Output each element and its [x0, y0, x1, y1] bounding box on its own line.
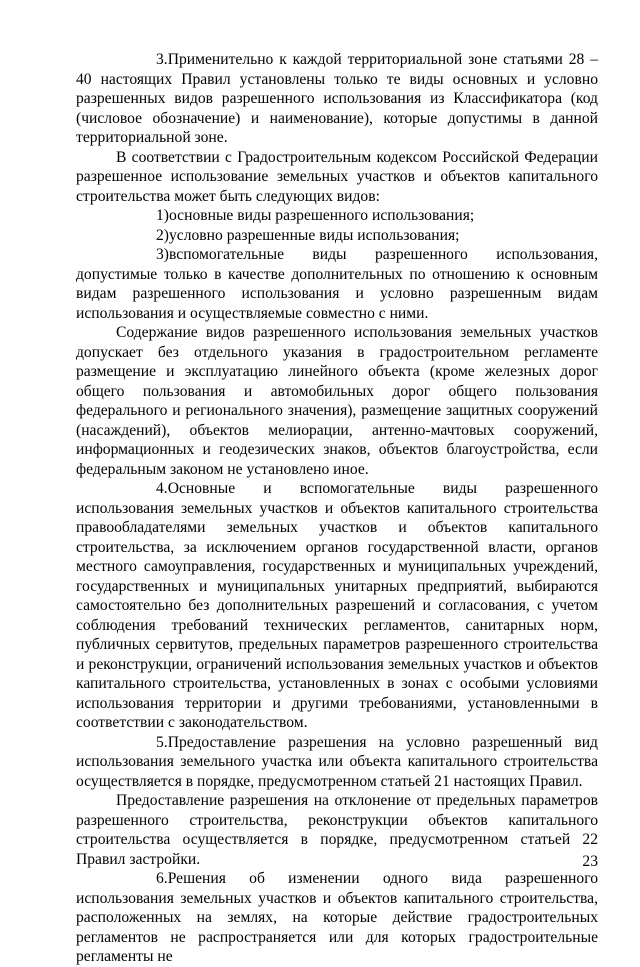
list-item-3: 3)вспомогательные виды разрешенного использования, допустимые только в качестве дополнительных по отношению к основным видам разрешенного использования и условно разрешенным видам использования и осуществляемые совместно с ними. — [76, 246, 598, 322]
list-item-1: 1)основные виды разрешенного использования; — [156, 207, 475, 224]
page-number: 23 — [582, 853, 598, 870]
paragraph-deviation: Предоставление разрешения на отклонение от предельных параметров разрешенного строительства, реконструкции объектов капитального строительства осуществляется в порядке, предусмотренном статьей 22 Правил застройки. — [76, 792, 598, 868]
list-item-2: 2)условно разрешенные виды использования; — [156, 226, 460, 244]
paragraph-4: 4.Основные и вспомогательные виды разрешенного использования земельных участков и объектов капитального строительства правообладателями земельных участков и объектов капитального строительства, за исключением органов государственной власти, органов местного самоуправления, государственных и муниципальных учреждений, государственных и муниципальных унитарных предприятий, выбираются самостоятельно без дополнительных разрешений и согласования, с учетом соблюдения требований технических регламентов, санитарных норм, публичных сервитутов, предельных параметров разрешенного строительства и реконструкции, ограничений использования земельных участков и объектов капитального строительства, установленных в зонах с особыми условиями использования территории и другими требованиями, установленными в соответствии с законодательством. — [76, 480, 598, 731]
body-text — [76, 50, 598, 967]
paragraph-5: 5.Предоставление разрешения на условно разрешенный вид использования земельного участка или объекта капитального строительства осуществляется в порядке, предусмотренном статьей 21 настоящих Правил. — [76, 733, 598, 790]
paragraph-6: 6.Решения об изменении одного вида разрешенного использования земельных участков и объектов капитального строительства, расположенных на землях, на которые действие градостроительных регламентов не распространяется или для которых градостроительные регламенты не — [76, 870, 598, 965]
paragraph-3: 3.Применительно к каждой территориальной зоне статьями 28 – 40 настоящих Правил установлены только те виды основных и условно разрешенных видов разрешенного использования из Классификатора (код (числовое обозначение) и наименование), которые допустимы в данной территориальной зоне. — [76, 51, 598, 146]
paragraph-kinds-intro: В соответствии с Градостроительным кодексом Российской Федерации разрешенное использование земельных участков и объектов капитального строительства может быть следующих видов: — [76, 148, 598, 205]
paragraph-content: Содержание видов разрешенного использования земельных участков допускает без отдельного указания в градостроительном регламенте размещение и эксплуатацию линейного объекта (кроме железных дорог общего пользования и автомобильных дорог общего пользования федерального и регионального значения), размещение защитных сооружений (насаждений), объектов мелиорации, антенно-мачтовых сооружений, информационных и геодезических знаков, объектов благоустройства, если федеральным законом не установлено иное. — [76, 324, 598, 478]
